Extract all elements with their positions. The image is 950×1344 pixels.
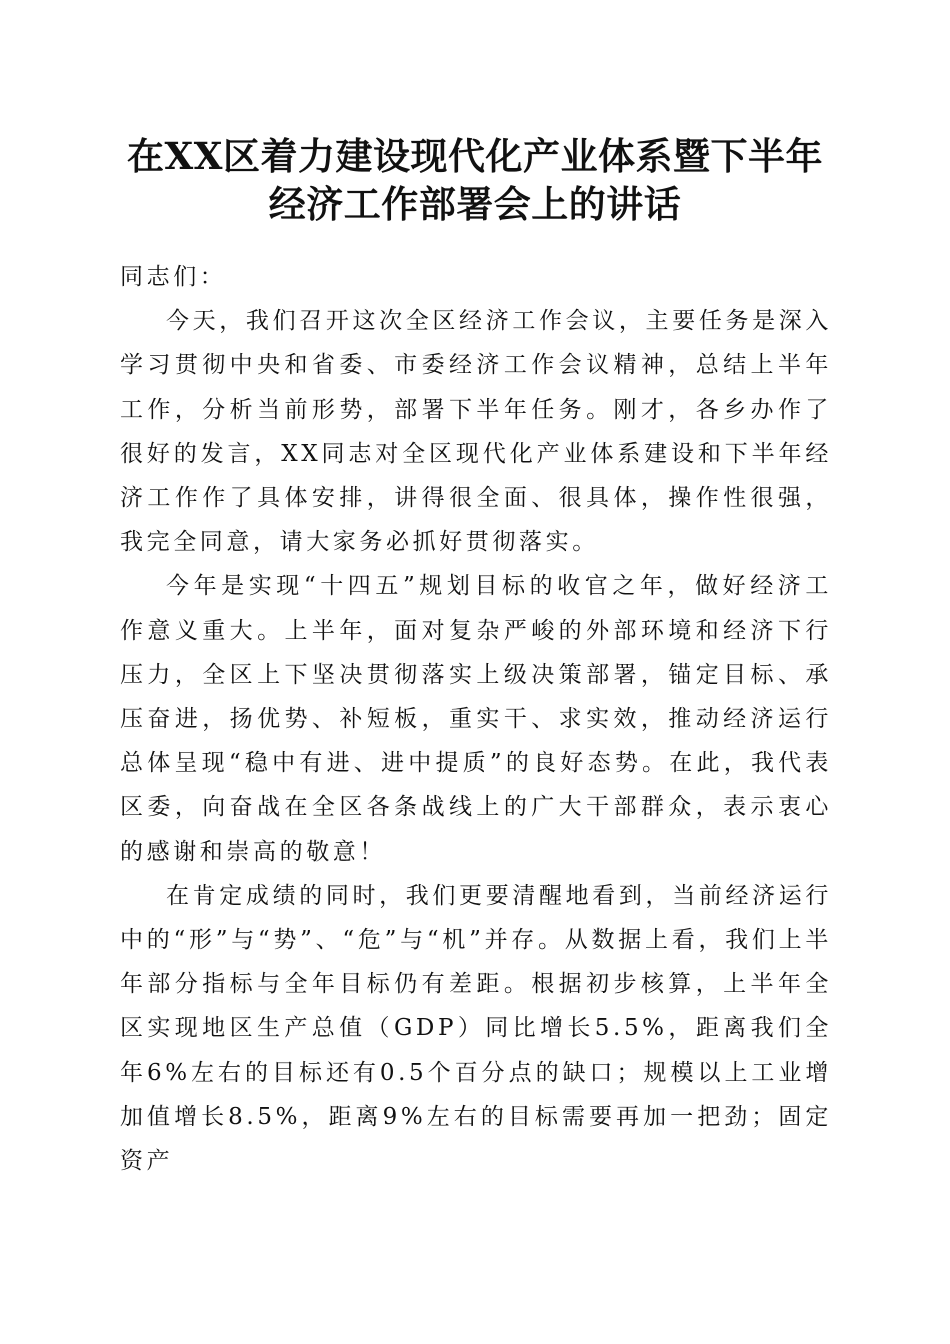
paragraph-1: 今天，我们召开这次全区经济工作会议，主要任务是深入学习贯彻中央和省委、市委经济工作会议精神，总结上半年工作，分析当前形势，部署下半年任务。刚才，各乡办作了很好的发言，XX同志对全区现代化产业体系建设和下半年经济工作作了具体安排，讲得很全面、很具体，操作性很强，我完全同意，请大家务必抓好贯彻落实。 xyxy=(120,308,832,556)
document-title: 在XX区着力建设现代化产业体系暨下半年经济工作部署会上的讲话 xyxy=(127,134,823,226)
paragraph-3: 在肯定成绩的同时，我们更要清醒地看到，当前经济运行中的“形”与“势”、“危”与“机”并存。从数据上看，我们上半年部分指标与全年目标仍有差距。根据初步核算，上半年全区实现地区生产总值（GDP）同比增长5.5%，距离我们全年6%左右的目标还有0.5个百分点的缺口；规模以上工业增加值增长8.5%，距离9%左右的目标需要再加一把劲；固定资产 xyxy=(120,882,832,1175)
document-body xyxy=(120,255,832,1183)
salutation: 同志们： xyxy=(120,264,227,290)
paragraph-2: 今年是实现“十四五”规划目标的收官之年，做好经济工作意义重大。上半年，面对复杂严峻的外部环境和经济下行压力，全区上下坚决贯彻落实上级决策部署，锚定目标、承压奋进，扬优势、补短板，重实干、求实效，推动经济运行总体呈现“稳中有进、进中提质”的良好态势。在此，我代表区委，向奋战在全区各条战线上的广大干部群众，表示衷心的感谢和崇高的敬意！ xyxy=(120,573,832,865)
